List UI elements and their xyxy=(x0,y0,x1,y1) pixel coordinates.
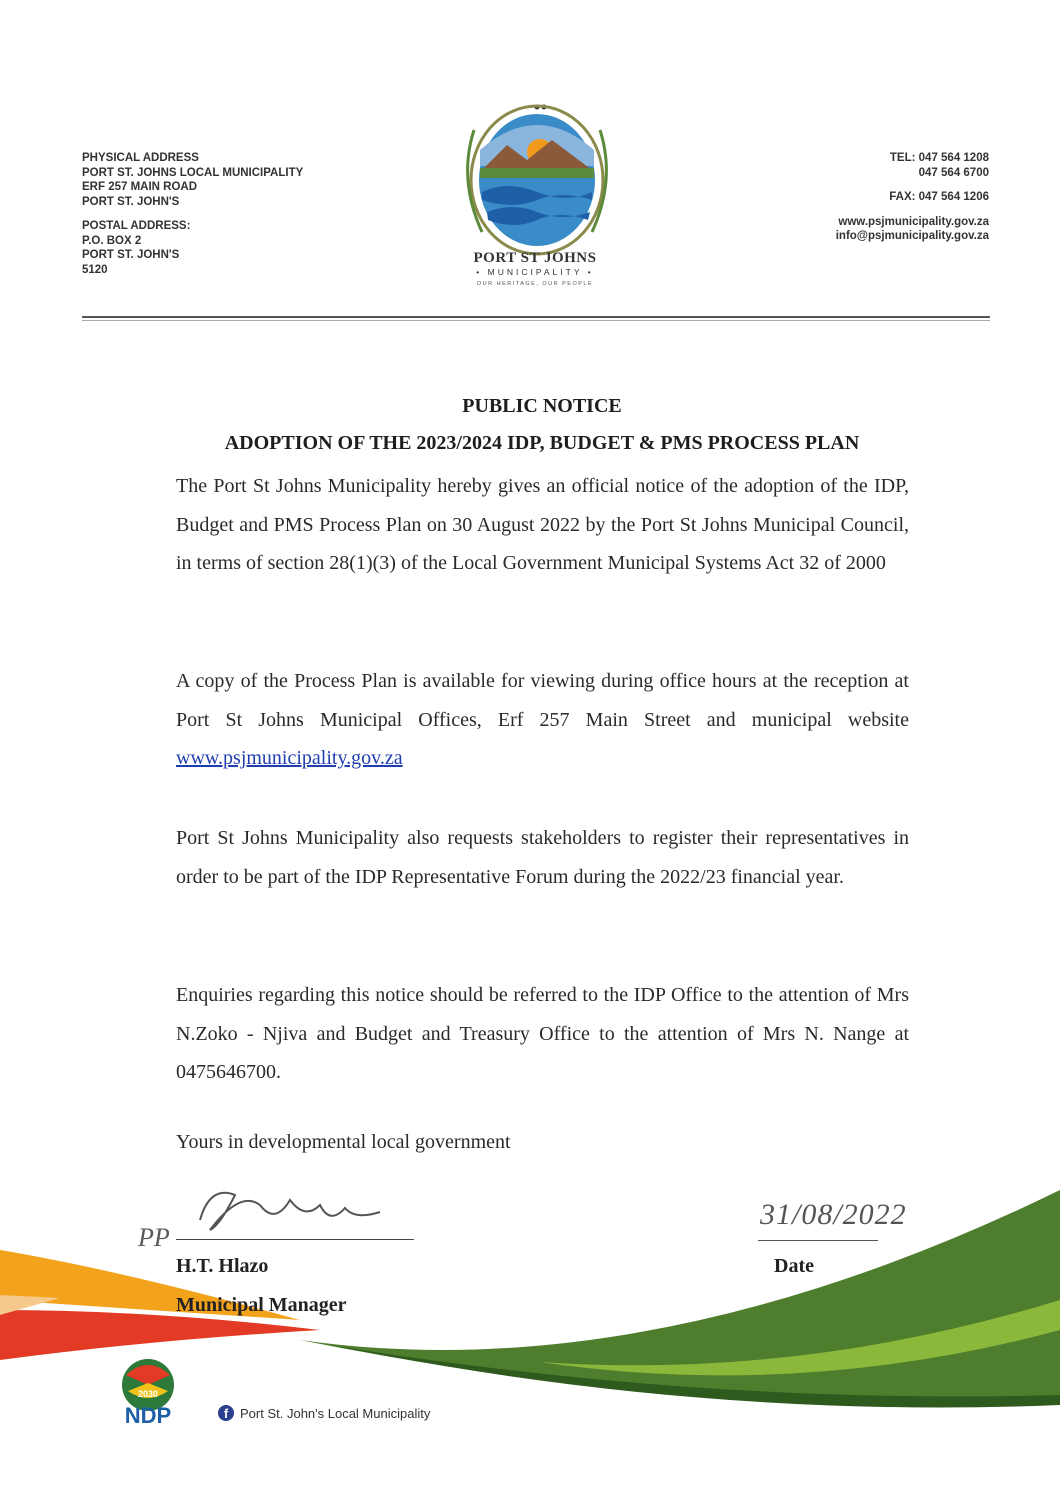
address-line: PORT ST. JOHNS LOCAL MUNICIPALITY xyxy=(82,166,304,179)
paragraph-text: A copy of the Process Plan is available for viewing during office hours at the reception at Port St Johns Municipal Offices, Erf 257 Main Street and municipal website xyxy=(176,670,909,731)
per-procurationem-mark: PP xyxy=(138,1223,170,1252)
handwritten-signature xyxy=(180,1180,390,1240)
logo-name: PORT ST JOHNS xyxy=(473,250,597,266)
handwritten-date: 31/08/2022 xyxy=(760,1198,907,1231)
date-label: Date xyxy=(774,1255,814,1277)
header-divider xyxy=(82,316,990,318)
address-line: PHYSICAL ADDRESS xyxy=(82,152,199,164)
header-divider-thin xyxy=(82,320,990,321)
facebook-icon[interactable]: f xyxy=(218,1405,234,1421)
logo-subtitle: • MUNICIPALITY • xyxy=(476,267,594,277)
logo-tagline: OUR HERITAGE, OUR PEOPLE xyxy=(476,281,594,287)
physical-postal-address xyxy=(82,151,303,277)
date-line xyxy=(758,1240,878,1241)
contact-details xyxy=(836,151,989,244)
ndp-2030-logo xyxy=(108,1355,188,1427)
website-link[interactable]: www.psjmunicipality.gov.za xyxy=(176,747,403,769)
signature-line xyxy=(176,1239,414,1240)
address-line: POSTAL ADDRESS: xyxy=(82,220,191,232)
notice-paragraph: Enquiries regarding this notice should be referred to the IDP Office to the attention of Mrs N.Zoko - Njiva and Budget and Treasury Office to the attention of Mrs N. Nange at 0475646700. xyxy=(176,984,909,1083)
signatory-name: H.T. Hlazo xyxy=(176,1255,269,1277)
website[interactable]: www.psjmunicipality.gov.za xyxy=(838,215,989,228)
notice-paragraph xyxy=(176,662,909,778)
telephone: TEL: 047 564 1208 xyxy=(889,152,989,164)
closing-line: Yours in developmental local government xyxy=(176,1131,511,1153)
signatory-title: Municipal Manager xyxy=(176,1294,347,1316)
ndp-label: NDP xyxy=(124,1403,172,1427)
address-line: P.O. BOX 2 xyxy=(82,234,142,247)
address-line: PORT ST. JOHN'S xyxy=(82,195,180,208)
facebook-page-name[interactable]: Port St. John's Local Municipality xyxy=(240,1406,431,1421)
notice-title: PUBLIC NOTICE xyxy=(462,395,622,417)
telephone-2: 047 564 6700 xyxy=(918,166,989,179)
notice-subtitle: ADOPTION OF THE 2023/2024 IDP, BUDGET & PMS PROCESS PLAN xyxy=(224,432,860,454)
email[interactable]: info@psjmunicipality.gov.za xyxy=(835,230,989,242)
address-line: 5120 xyxy=(82,263,108,276)
fax: FAX: 047 564 1206 xyxy=(889,191,989,203)
notice-paragraph: Port St Johns Municipality also requests stakeholders to register their representatives in order to be part of the IDP Representative Forum during the 2022/23 financial year. xyxy=(176,827,909,888)
address-line: ERF 257 MAIN ROAD xyxy=(82,181,198,193)
ndp-year: 2030 xyxy=(137,1389,159,1399)
address-line: PORT ST. JOHN'S xyxy=(82,249,180,261)
notice-paragraph: The Port St Johns Municipality hereby gives an official notice of the adoption of the IDP, Budget and PMS Process Plan on 30 August 2022 by the Port St Johns Municipal Council, in terms of section 28(1)(3) of the Local Government Municipal Systems Act 32 of 2000 xyxy=(176,475,909,574)
